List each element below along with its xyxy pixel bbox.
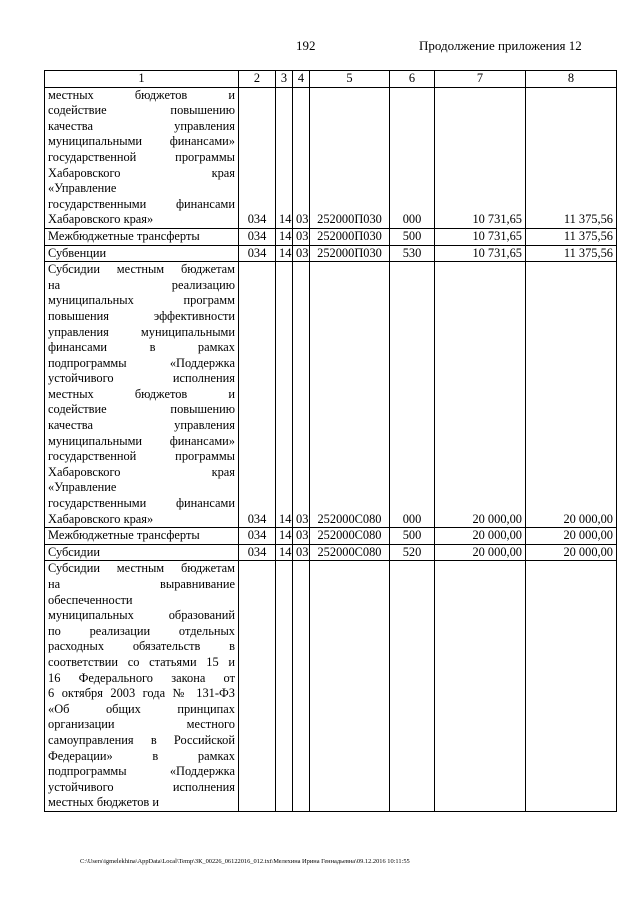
description-line: качества управления — [48, 118, 235, 133]
description-line: обеспеченности — [48, 592, 133, 607]
target-article-code — [310, 561, 390, 812]
target-article-code: 252000П030 — [310, 87, 390, 228]
description-line: «Управление — [48, 480, 117, 495]
description-line: устойчивого исполнения — [48, 779, 235, 794]
column-header-1: 1 — [45, 71, 239, 88]
subsection-code: 03 — [293, 228, 310, 245]
target-article-code: 252000С080 — [310, 528, 390, 545]
amount-year-1: 20 000,00 — [435, 544, 526, 561]
description-line: подпрограммы «Поддержка — [48, 355, 235, 370]
section-code: 14 — [276, 245, 293, 262]
amount-year-1: 20 000,00 — [435, 528, 526, 545]
description-line: Межбюджетные трансферты — [48, 528, 200, 543]
subsection-code: 03 — [293, 245, 310, 262]
ministry-code: 034 — [239, 262, 276, 528]
description-line: местных бюджетов и — [48, 386, 235, 401]
description-line: содействие повышению — [48, 103, 235, 118]
ministry-code: 034 — [239, 528, 276, 545]
description-line: «Об общих принципах — [48, 701, 235, 716]
ministry-code: 034 — [239, 228, 276, 245]
column-header-3: 3 — [276, 71, 293, 88]
section-code: 14 — [276, 228, 293, 245]
description-line: государственной программы — [48, 149, 235, 164]
description-line: Субвенции — [48, 245, 107, 260]
description-line: качества управления — [48, 418, 235, 433]
description-line: местных бюджетов и — [48, 795, 159, 810]
table-row — [45, 87, 617, 228]
ministry-code — [239, 561, 276, 812]
description-line: соответствии со статьями 15 и — [48, 654, 235, 669]
row-description — [45, 245, 239, 262]
description-line: Субсидии местным бюджетам — [48, 262, 235, 277]
description-line: «Управление — [48, 181, 117, 196]
column-header-5: 5 — [310, 71, 390, 88]
description-line: Хабаровского края» — [48, 212, 154, 227]
description-line: организации местного — [48, 717, 235, 732]
description-line: управления муниципальными — [48, 324, 235, 339]
description-line: государственной программы — [48, 449, 235, 464]
amount-year-1: 20 000,00 — [435, 262, 526, 528]
description-line: муниципальных программ — [48, 293, 235, 308]
amount-year-2: 11 375,56 — [526, 245, 617, 262]
description-line: Хабаровского края — [48, 464, 235, 479]
table-row — [45, 262, 617, 528]
subsection-code — [293, 561, 310, 812]
description-line: 6 октября 2003 года № 131-ФЗ — [48, 686, 235, 701]
description-line: самоуправления в Российской — [48, 732, 235, 747]
target-article-code: 252000П030 — [310, 228, 390, 245]
target-article-code: 252000С080 — [310, 544, 390, 561]
description-line: на выравнивание — [48, 577, 235, 591]
appendix-continuation-title: Продолжение приложения 12 — [419, 38, 582, 53]
description-line: Хабаровского края — [48, 165, 235, 180]
amount-year-2: 20 000,00 — [526, 544, 617, 561]
ministry-code: 034 — [239, 245, 276, 262]
column-header-8: 8 — [526, 71, 617, 88]
subsection-code: 03 — [293, 528, 310, 545]
description-line: расходных обязательств в — [48, 639, 235, 654]
column-header-7: 7 — [435, 71, 526, 88]
description-line: подпрограммы «Поддержка — [48, 764, 235, 779]
expense-type-code: 530 — [390, 245, 435, 262]
row-description — [45, 228, 239, 245]
table-header-row — [45, 71, 617, 88]
expense-type-code: 500 — [390, 228, 435, 245]
description-line: местных бюджетов и — [48, 87, 235, 102]
amount-year-2: 11 375,56 — [526, 87, 617, 228]
row-description — [45, 262, 239, 528]
description-line: муниципальных образований — [48, 608, 235, 623]
section-code: 14 — [276, 544, 293, 561]
target-article-code: 252000П030 — [310, 245, 390, 262]
description-line: государственными финансами — [48, 496, 235, 511]
section-code: 14 — [276, 87, 293, 228]
description-line: муниципальными финансами» — [48, 433, 235, 448]
column-header-2: 2 — [239, 71, 276, 88]
amount-year-1: 10 731,65 — [435, 228, 526, 245]
subsection-code: 03 — [293, 544, 310, 561]
description-line: на реализацию — [48, 277, 235, 292]
row-description — [45, 561, 239, 812]
column-header-4: 4 — [293, 71, 310, 88]
table-row — [45, 544, 617, 561]
amount-year-2: 20 000,00 — [526, 528, 617, 545]
amount-year-2: 20 000,00 — [526, 262, 617, 528]
section-code: 14 — [276, 528, 293, 545]
description-line: 16 Федерального закона от — [48, 670, 235, 685]
expense-type-code: 000 — [390, 87, 435, 228]
row-description — [45, 87, 239, 228]
description-line: Хабаровского края» — [48, 511, 154, 526]
description-line: Субсидии — [48, 544, 100, 559]
amount-year-2: 11 375,56 — [526, 228, 617, 245]
table-row — [45, 561, 617, 812]
description-line: государственными финансами — [48, 196, 235, 211]
expense-type-code: 520 — [390, 544, 435, 561]
amount-year-2 — [526, 561, 617, 812]
amount-year-1 — [435, 561, 526, 812]
column-header-6: 6 — [390, 71, 435, 88]
table-row — [45, 528, 617, 545]
expense-type-code — [390, 561, 435, 812]
description-line: повышения эффективности — [48, 308, 235, 323]
ministry-code: 034 — [239, 87, 276, 228]
subsection-code: 03 — [293, 87, 310, 228]
description-line: по реализации отдельных — [48, 623, 235, 638]
ministry-code: 034 — [239, 544, 276, 561]
section-code — [276, 561, 293, 812]
budget-table — [44, 70, 617, 812]
expense-type-code: 000 — [390, 262, 435, 528]
amount-year-1: 10 731,65 — [435, 245, 526, 262]
section-code: 14 — [276, 262, 293, 528]
row-description — [45, 544, 239, 561]
table-row — [45, 245, 617, 262]
row-description — [45, 528, 239, 545]
subsection-code: 03 — [293, 262, 310, 528]
description-line: муниципальными финансами» — [48, 134, 235, 149]
table-row — [45, 228, 617, 245]
expense-type-code: 500 — [390, 528, 435, 545]
description-line: устойчивого исполнения — [48, 371, 235, 386]
description-line: финансами в рамках — [48, 340, 235, 355]
description-line: Федерации» в рамках — [48, 748, 235, 763]
target-article-code: 252000С080 — [310, 262, 390, 528]
page-number: 192 — [296, 38, 316, 53]
file-path-footer: C:\Users\igmelekhina\AppData\Local\Temp\ЗК_00226_06122016_012.txt\Мелехина Ирина Геннадьевна\09.12.2016 10:11:55 — [80, 858, 410, 865]
description-line: Межбюджетные трансферты — [48, 228, 200, 243]
amount-year-1: 10 731,65 — [435, 87, 526, 228]
description-line: содействие повышению — [48, 402, 235, 417]
description-line: Субсидии местным бюджетам — [48, 561, 235, 576]
